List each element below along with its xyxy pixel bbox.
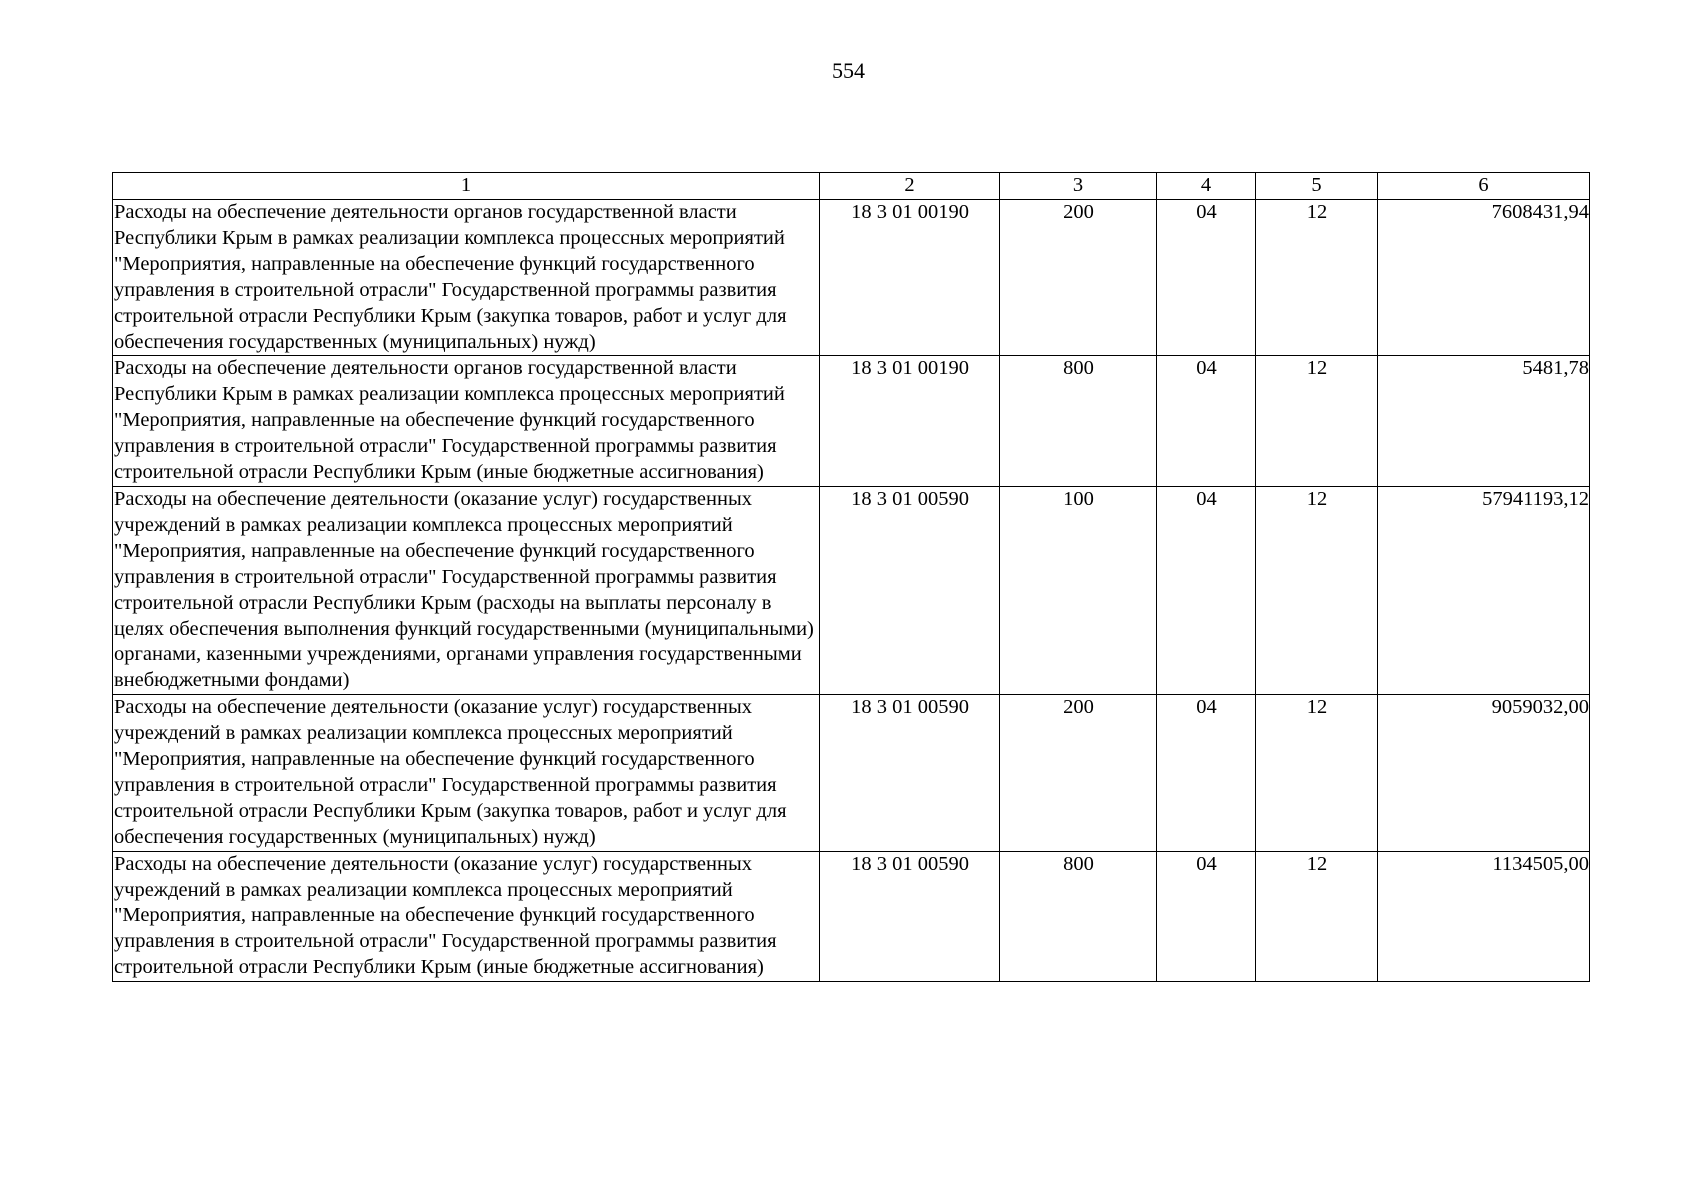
header-row xyxy=(113,173,1590,200)
budget-table xyxy=(112,172,1590,982)
column-header-2: 2 xyxy=(820,173,1000,200)
target-code: 18 3 01 00190 xyxy=(820,200,1000,356)
column-header-4: 4 xyxy=(1157,173,1256,200)
column-header-5: 5 xyxy=(1256,173,1378,200)
amount-value: 5481,78 xyxy=(1378,356,1590,487)
target-code: 18 3 01 00590 xyxy=(820,851,1000,982)
table-row xyxy=(113,356,1590,487)
section-code: 04 xyxy=(1157,356,1256,487)
section-code: 04 xyxy=(1157,695,1256,851)
subsection-code: 12 xyxy=(1256,356,1378,487)
page-number: 554 xyxy=(832,58,865,83)
expense-type-code: 100 xyxy=(1000,486,1157,694)
table-header xyxy=(113,173,1590,200)
column-header-6: 6 xyxy=(1378,173,1590,200)
column-header-3: 3 xyxy=(1000,173,1157,200)
section-code: 04 xyxy=(1157,851,1256,982)
table-row xyxy=(113,851,1590,982)
section-code: 04 xyxy=(1157,200,1256,356)
amount-value: 9059032,00 xyxy=(1378,695,1590,851)
amount-value: 57941193,12 xyxy=(1378,486,1590,694)
expense-type-code: 200 xyxy=(1000,200,1157,356)
table-body xyxy=(113,200,1590,982)
expense-description: Расходы на обеспечение деятельности органов государственной власти Республики Крым в рамках реализации комплекса процессных мероприятий "Мероприятия, направленные на обеспечение функций государственного управления в строительной отрасли" Государственной программы развития строительной отрасли Республики Крым (закупка товаров, работ и услуг для обеспечения государственных (муниципальных) нужд) xyxy=(113,200,820,356)
expense-description: Расходы на обеспечение деятельности органов государственной власти Республики Крым в рамках реализации комплекса процессных мероприятий "Мероприятия, направленные на обеспечение функций государственного управления в строительной отрасли" Государственной программы развития строительной отрасли Республики Крым (иные бюджетные ассигнования) xyxy=(113,356,820,487)
table-row xyxy=(113,486,1590,694)
expense-description: Расходы на обеспечение деятельности (оказание услуг) государственных учреждений в рамках реализации комплекса процессных мероприятий "Мероприятия, направленные на обеспечение функций государственного управления в строительной отрасли" Государственной программы развития строительной отрасли Республики Крым (иные бюджетные ассигнования) xyxy=(113,851,820,982)
subsection-code: 12 xyxy=(1256,851,1378,982)
amount-value: 1134505,00 xyxy=(1378,851,1590,982)
table-row xyxy=(113,695,1590,851)
expense-type-code: 800 xyxy=(1000,851,1157,982)
expense-type-code: 200 xyxy=(1000,695,1157,851)
expense-description: Расходы на обеспечение деятельности (оказание услуг) государственных учреждений в рамках реализации комплекса процессных мероприятий "Мероприятия, направленные на обеспечение функций государственного управления в строительной отрасли" Государственной программы развития строительной отрасли Республики Крым (расходы на выплаты персоналу в целях обеспечения выполнения функций государственными (муниципальными) органами, казенными учреждениями, органами управления государственными внебюджетными фондами) xyxy=(113,486,820,694)
column-header-1: 1 xyxy=(113,173,820,200)
subsection-code: 12 xyxy=(1256,695,1378,851)
subsection-code: 12 xyxy=(1256,486,1378,694)
target-code: 18 3 01 00590 xyxy=(820,695,1000,851)
target-code: 18 3 01 00190 xyxy=(820,356,1000,487)
expense-type-code: 800 xyxy=(1000,356,1157,487)
target-code: 18 3 01 00590 xyxy=(820,486,1000,694)
subsection-code: 12 xyxy=(1256,200,1378,356)
expense-description: Расходы на обеспечение деятельности (оказание услуг) государственных учреждений в рамках реализации комплекса процессных мероприятий "Мероприятия, направленные на обеспечение функций государственного управления в строительной отрасли" Государственной программы развития строительной отрасли Республики Крым (закупка товаров, работ и услуг для обеспечения государственных (муниципальных) нужд) xyxy=(113,695,820,851)
amount-value: 7608431,94 xyxy=(1378,200,1590,356)
section-code: 04 xyxy=(1157,486,1256,694)
table-row xyxy=(113,200,1590,356)
